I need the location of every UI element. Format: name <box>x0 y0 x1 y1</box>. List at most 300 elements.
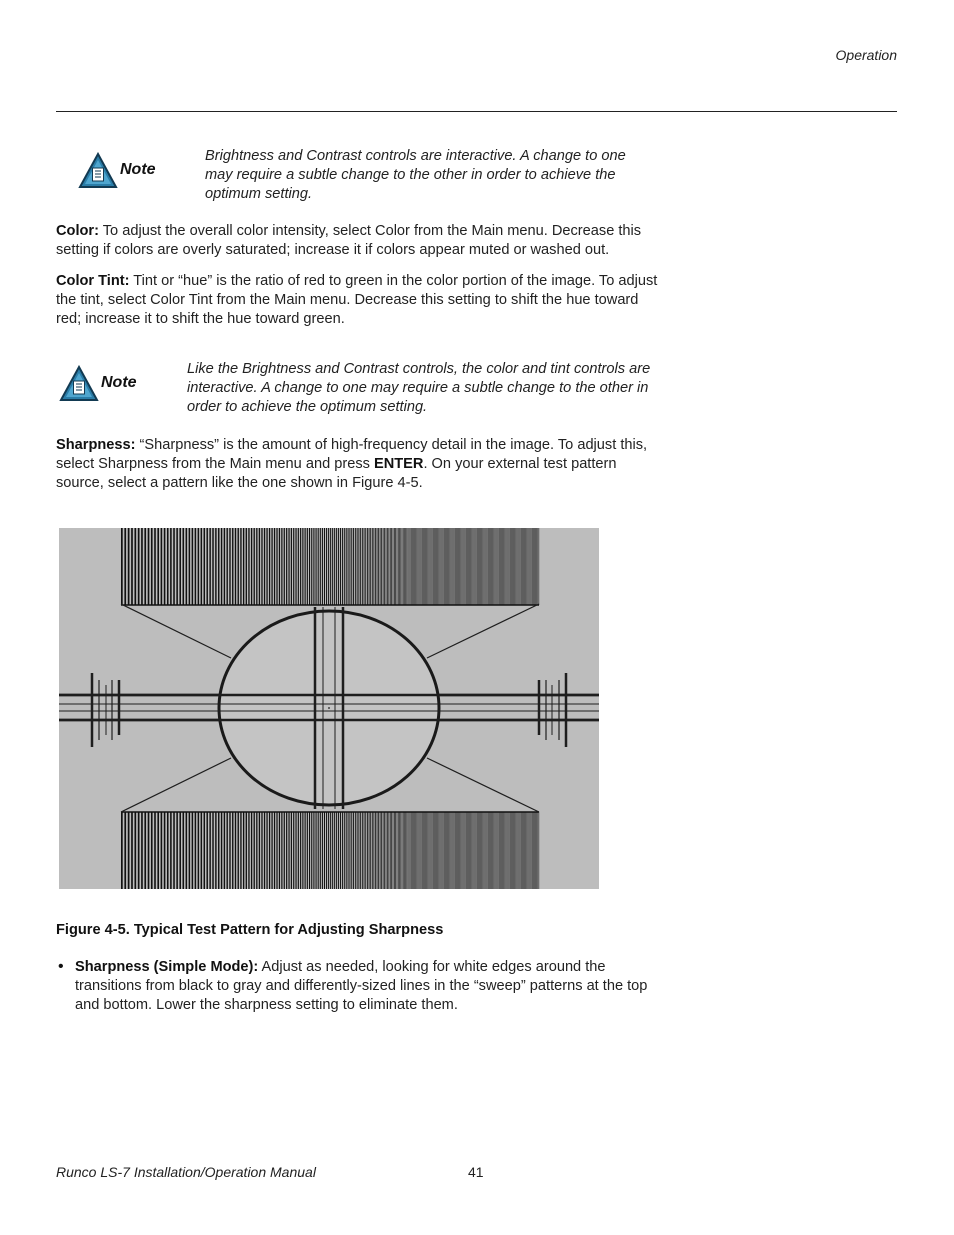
sweep-bar <box>511 812 512 889</box>
sweep-bar <box>506 528 507 605</box>
sweep-bar <box>445 812 446 889</box>
sweep-bar <box>443 528 444 605</box>
sweep-bar <box>414 812 415 889</box>
sweep-bar <box>221 812 222 889</box>
color-paragraph <box>56 222 666 260</box>
sweep-bar <box>455 528 456 605</box>
sweep-bar <box>251 812 252 889</box>
sweep-bar <box>468 812 469 889</box>
note-label: Note <box>101 374 137 391</box>
sweep-bar <box>538 812 539 889</box>
sweep-bar <box>500 812 501 889</box>
sweep-bar <box>437 812 438 889</box>
sweep-bar <box>334 528 335 605</box>
sweep-bar <box>510 528 511 605</box>
sweep-bar <box>291 812 292 889</box>
sweep-bar <box>189 528 191 605</box>
sweep-bar <box>286 528 287 605</box>
sweep-bar <box>417 528 418 605</box>
sweep-bar <box>450 812 451 889</box>
sweep-bar <box>479 528 480 605</box>
sweep-bar <box>501 812 502 889</box>
sweep-bar <box>516 812 517 889</box>
sweep-bar <box>410 812 411 889</box>
sweep-bar <box>128 528 130 605</box>
sweep-bar <box>415 812 416 889</box>
sweep-bar <box>316 812 317 889</box>
sweep-bar <box>467 812 468 889</box>
sweep-bar <box>456 528 457 605</box>
sweep-bar <box>522 528 523 605</box>
sweep-bar <box>399 528 400 605</box>
sharpness-description-end: . On your external test pattern source, select a pattern like the one shown in Figure 4-5. <box>56 456 617 491</box>
sweep-bar <box>434 812 435 889</box>
sweep-bar <box>227 812 228 889</box>
sweep-bar <box>240 528 241 605</box>
sweep-bar <box>397 812 398 889</box>
sweep-bar <box>398 528 399 605</box>
sweep-bar <box>432 812 433 889</box>
sweep-bar <box>336 528 337 605</box>
sweep-bar <box>428 528 429 605</box>
sweep-bar <box>362 528 363 605</box>
sweep-bar <box>419 528 420 605</box>
sweep-bar <box>425 812 426 889</box>
sweep-bar <box>521 528 522 605</box>
sweep-bar <box>530 528 531 605</box>
sweep-bar <box>531 528 532 605</box>
sweep-bar <box>332 528 333 605</box>
sweep-bar <box>480 528 481 605</box>
sweep-bar <box>365 812 366 889</box>
sweep-bar <box>295 528 296 605</box>
sweep-bar <box>458 812 459 889</box>
sweep-bar <box>522 812 523 889</box>
sweep-bar <box>386 528 387 605</box>
sweep-bar <box>293 528 294 605</box>
header-rule <box>56 111 897 112</box>
sweep-bar <box>498 528 499 605</box>
sweep-bar <box>429 812 430 889</box>
sweep-bar <box>497 528 498 605</box>
sweep-bar <box>400 812 401 889</box>
sweep-bar <box>274 812 275 889</box>
sweep-bar <box>454 528 455 605</box>
sweep-bar <box>418 812 419 889</box>
sweep-bar <box>395 528 396 605</box>
sweep-bar <box>525 528 526 605</box>
sweep-bar <box>344 812 345 889</box>
sweep-bar <box>466 812 467 889</box>
sweep-bar <box>209 528 210 605</box>
sweep-bar <box>293 812 294 889</box>
sweep-bar <box>439 528 440 605</box>
sweep-bar <box>505 528 506 605</box>
sweep-bar <box>276 528 277 605</box>
sweep-bar <box>403 528 404 605</box>
figure-caption: Figure 4-5. Typical Test Pattern for Adjusting Sharpness <box>56 922 444 938</box>
sweep-bar <box>288 812 289 889</box>
sweep-bar <box>502 528 503 605</box>
sweep-bar <box>164 528 166 605</box>
sweep-bar <box>330 528 331 605</box>
sweep-bar <box>374 812 375 889</box>
sweep-bar <box>520 812 521 889</box>
sweep-bar <box>417 812 418 889</box>
sweep-bar <box>403 812 404 889</box>
sweep-bar <box>179 528 181 605</box>
sweep-bar <box>491 528 492 605</box>
sweep-bar <box>300 812 301 889</box>
sweep-bar <box>176 528 178 605</box>
sweep-bar <box>466 528 467 605</box>
note-text: Like the Brightness and Contrast controls, the color and tint controls are interactive. A change to one may require a subtle change to the other in order to achieve the optimum setting. <box>187 361 651 415</box>
sweep-bar <box>473 528 474 605</box>
sweep-bar <box>529 812 530 889</box>
sweep-bar <box>507 528 508 605</box>
sweep-bar <box>390 812 391 889</box>
bullet-description: Adjust as needed, looking for white edges around the transitions from black to gray and differently-sized lines in the “sweep” patterns at the top and bottom. Lower the sharpness setting to eliminate them. <box>75 959 648 1013</box>
sweep-bar <box>407 528 408 605</box>
sweep-bar <box>399 812 400 889</box>
sweep-bar <box>404 812 405 889</box>
sweep-bar <box>360 528 361 605</box>
sweep-bar <box>464 812 465 889</box>
sweep-bar <box>276 812 277 889</box>
sweep-bar <box>439 812 440 889</box>
sweep-bar <box>478 528 479 605</box>
sweep-bar <box>402 812 403 889</box>
sweep-bar <box>525 812 526 889</box>
sweep-bar <box>517 528 518 605</box>
sweep-bar <box>318 528 319 605</box>
sweep-bar <box>453 528 454 605</box>
sweep-bar <box>295 812 296 889</box>
sweep-bar <box>151 812 153 889</box>
sweep-bar <box>346 812 347 889</box>
sweep-bar <box>409 812 410 889</box>
sweep-bar <box>518 812 519 889</box>
sweep-bar <box>326 812 327 889</box>
sweep-bar <box>509 812 510 889</box>
sweep-bar <box>322 528 323 605</box>
sweep-bar <box>338 812 339 889</box>
sweep-bar <box>474 528 475 605</box>
sweep-bar <box>377 528 378 605</box>
sweep-bar <box>269 812 270 889</box>
sweep-bar <box>320 528 321 605</box>
sharpness-description: “Sharpness” is the amount of high-frequency detail in the image. To adjust this, select Sharpness from the Main menu and press <box>56 437 648 472</box>
sweep-bar <box>486 812 487 889</box>
sweep-bar <box>524 528 525 605</box>
sweep-bar <box>518 528 519 605</box>
sweep-bar <box>281 528 282 605</box>
sharpness-test-pattern <box>59 528 599 889</box>
sweep-bar <box>539 812 540 889</box>
running-header: Operation <box>835 47 897 63</box>
sweep-bar <box>473 812 474 889</box>
sweep-bar <box>342 812 343 889</box>
sweep-bar <box>505 812 506 889</box>
sweep-bar <box>528 528 529 605</box>
sweep-bar <box>212 528 213 605</box>
sweep-bar <box>422 528 423 605</box>
sweep-bar <box>426 812 427 889</box>
sweep-bar <box>509 528 510 605</box>
sweep-bar <box>506 812 507 889</box>
sweep-bar <box>455 812 456 889</box>
sweep-bar <box>387 812 388 889</box>
sweep-bar <box>433 812 434 889</box>
sweep-bar <box>414 528 415 605</box>
sweep-bar <box>533 528 534 605</box>
sweep-bar <box>340 812 341 889</box>
sweep-bar <box>429 528 430 605</box>
sweep-bar <box>530 812 531 889</box>
sweep-bar <box>235 528 236 605</box>
sweep-bar <box>393 528 394 605</box>
sweep-bar <box>479 812 480 889</box>
sweep-bar <box>514 812 515 889</box>
sweep-bar <box>313 528 314 605</box>
sharpness-term: Sharpness: <box>56 437 136 453</box>
sweep-bar <box>279 528 280 605</box>
sweep-bar <box>394 812 395 889</box>
sweep-bar <box>235 812 236 889</box>
center-dot <box>328 707 330 709</box>
sharpness-paragraph <box>56 436 666 493</box>
sweep-bar <box>206 528 207 605</box>
sweep-bar <box>183 528 185 605</box>
sweep-bar <box>322 812 323 889</box>
sweep-bar <box>316 528 317 605</box>
sweep-bar <box>360 812 361 889</box>
sweep-bar <box>508 528 509 605</box>
sweep-bar <box>457 528 458 605</box>
sweep-bar <box>447 812 448 889</box>
sweep-bar <box>395 812 396 889</box>
sweep-bar <box>421 528 422 605</box>
sweep-bar <box>496 812 497 889</box>
sweep-bar <box>535 812 536 889</box>
sweep-bar <box>440 528 441 605</box>
sweep-bar <box>464 528 465 605</box>
sweep-bar <box>495 812 496 889</box>
sweep-bar <box>374 528 375 605</box>
sweep-bar <box>511 528 512 605</box>
sweep-bar <box>221 528 222 605</box>
sweep-bar <box>349 812 350 889</box>
sweep-bar <box>305 812 306 889</box>
sweep-bar <box>529 528 530 605</box>
sweep-bar <box>440 812 441 889</box>
sweep-bar <box>279 812 280 889</box>
sweep-bar <box>173 528 175 605</box>
sweep-bar <box>402 528 403 605</box>
sweep-bar <box>389 528 390 605</box>
sweep-bar <box>284 528 285 605</box>
sweep-bar <box>472 812 473 889</box>
sweep-bar <box>264 528 265 605</box>
sweep-bar <box>444 528 445 605</box>
sweep-bar <box>328 812 329 889</box>
sweep-bar <box>201 812 202 889</box>
sweep-bar <box>432 528 433 605</box>
sweep-bar <box>271 528 272 605</box>
bullet-marker: • <box>58 958 64 975</box>
sweep-bar <box>330 812 331 889</box>
color-description: To adjust the overall color intensity, select Color from the Main menu. Decrease this setting if colors are overly saturated; increase it if colors appear muted or washed out. <box>56 223 642 258</box>
sweep-bar <box>167 528 169 605</box>
sweep-bar <box>461 528 462 605</box>
sweep-bar <box>367 812 368 889</box>
sweep-bar <box>198 528 199 605</box>
sweep-bar <box>240 812 241 889</box>
sweep-bar <box>490 812 491 889</box>
sweep-bar <box>377 812 378 889</box>
sweep-bar <box>523 528 524 605</box>
sweep-bar <box>332 812 333 889</box>
sweep-bar <box>411 812 412 889</box>
sweep-bar <box>404 528 405 605</box>
sweep-bar <box>161 812 163 889</box>
sweep-bar <box>485 528 486 605</box>
sweep-bar <box>144 528 146 605</box>
sweep-bar <box>251 528 252 605</box>
sweep-bar <box>261 528 262 605</box>
sweep-bar <box>483 528 484 605</box>
sweep-bar <box>375 812 376 889</box>
note-warning-icon <box>59 365 99 403</box>
sweep-bar <box>478 812 479 889</box>
sweep-bar <box>527 528 528 605</box>
sweep-bar <box>476 528 477 605</box>
sweep-bar <box>448 812 449 889</box>
sweep-bar <box>131 528 133 605</box>
sweep-bar <box>192 812 194 889</box>
sweep-bar <box>472 528 473 605</box>
sweep-bar <box>444 812 445 889</box>
sweep-bar <box>309 528 310 605</box>
sweep-bar <box>224 528 225 605</box>
sweep-bar <box>503 812 504 889</box>
sweep-bar <box>391 528 392 605</box>
sweep-bar <box>465 528 466 605</box>
sweep-bar <box>435 812 436 889</box>
sweep-bar <box>430 812 431 889</box>
sweep-bar <box>238 812 239 889</box>
sweep-bar <box>302 812 303 889</box>
sweep-bar <box>176 812 178 889</box>
sweep-bar <box>313 812 314 889</box>
sweep-bar <box>215 528 216 605</box>
color-tint-paragraph <box>56 272 666 329</box>
sweep-bar <box>148 528 150 605</box>
sweep-bar <box>154 812 156 889</box>
sweep-bar <box>398 812 399 889</box>
sweep-bar <box>411 528 412 605</box>
sweep-bar <box>531 812 532 889</box>
sweep-bar <box>489 528 490 605</box>
sweep-bar <box>498 812 499 889</box>
sweep-bar <box>513 528 514 605</box>
sweep-bar <box>186 528 188 605</box>
sweep-bar <box>454 812 455 889</box>
sweep-bar <box>372 812 373 889</box>
sweep-bar <box>286 812 287 889</box>
sweep-bar <box>410 528 411 605</box>
sweep-bar <box>461 812 462 889</box>
enter-key: ENTER <box>373 456 424 472</box>
sweep-bar <box>520 528 521 605</box>
sweep-bar <box>307 812 308 889</box>
sweep-bar <box>328 528 329 605</box>
sweep-bar <box>494 528 495 605</box>
sweep-bar <box>157 528 159 605</box>
sweep-bar <box>519 528 520 605</box>
sweep-bar <box>533 812 534 889</box>
sweep-bar <box>459 528 460 605</box>
sweep-bar <box>353 528 354 605</box>
sweep-bar <box>305 528 306 605</box>
sweep-bar <box>151 528 153 605</box>
sweep-bar <box>423 812 424 889</box>
sweep-bar <box>528 812 529 889</box>
sweep-bar <box>206 812 207 889</box>
sweep-bar <box>248 528 249 605</box>
sweep-bar <box>348 812 349 889</box>
sweep-bar <box>408 528 409 605</box>
sweep-bar <box>524 812 525 889</box>
sweep-bar <box>218 812 219 889</box>
sweep-bar <box>302 528 303 605</box>
sweep-bar <box>389 812 390 889</box>
sweep-bar <box>437 528 438 605</box>
sweep-bar <box>254 528 255 605</box>
sweep-bar <box>256 812 257 889</box>
page-number: 41 <box>468 1164 484 1180</box>
sweep-bar <box>324 812 325 889</box>
sweep-bar <box>499 812 500 889</box>
sweep-bar <box>370 528 371 605</box>
sweep-bar <box>470 812 471 889</box>
sweep-bar <box>391 812 392 889</box>
sweep-bar <box>378 528 379 605</box>
sweep-bar <box>523 812 524 889</box>
sweep-bar <box>484 528 485 605</box>
sweep-bar <box>386 812 387 889</box>
sweep-bar <box>487 528 488 605</box>
sweep-bar <box>340 528 341 605</box>
sweep-bar <box>248 812 249 889</box>
sweep-bar <box>271 812 272 889</box>
note-text: Brightness and Contrast controls are interactive. A change to one may require a subtle change to the other in order to achieve the optimum setting. <box>205 148 626 202</box>
sweep-bar <box>513 812 514 889</box>
sweep-bar <box>428 812 429 889</box>
sweep-bar <box>364 812 365 889</box>
sweep-bar <box>148 812 150 889</box>
sweep-bar <box>259 528 260 605</box>
sweep-bar <box>534 812 535 889</box>
sweep-bar <box>481 528 482 605</box>
sweep-bar <box>470 528 471 605</box>
sweep-bar <box>243 528 244 605</box>
sweep-bar <box>246 812 247 889</box>
sweep-bar <box>164 812 166 889</box>
sweep-bar <box>407 812 408 889</box>
sweep-bar <box>170 528 172 605</box>
sweep-bar <box>212 812 213 889</box>
